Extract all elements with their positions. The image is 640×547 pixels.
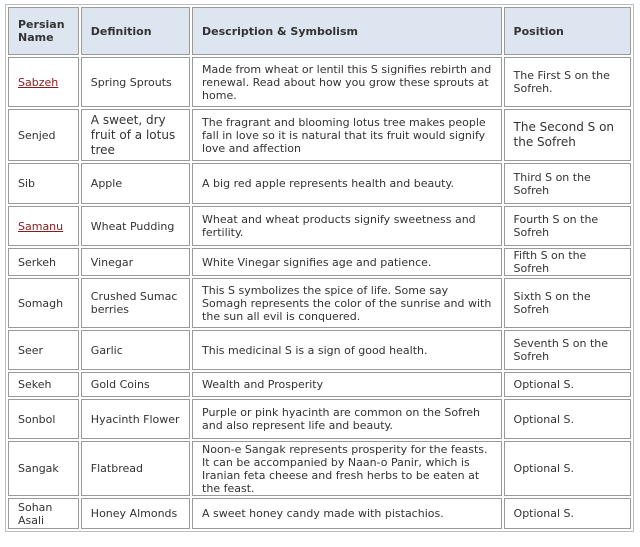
cell-description: A big red apple represents health and beauty. (192, 163, 502, 204)
cell-definition: Crushed Sumac berries (81, 278, 190, 328)
cell-description: The fragrant and blooming lotus tree makes people fall in love so it is natural that its fruit would signify love and affection (192, 109, 502, 161)
table-row (8, 399, 631, 439)
cell-description: Purple or pink hyacinth are common on the Sofreh and also represent life and beauty. (192, 399, 502, 439)
cell-definition: Garlic (81, 330, 190, 370)
table-row (8, 109, 631, 161)
header-persian-name: Persian Name (8, 7, 79, 55)
haft-sin-table (5, 4, 634, 532)
cell-persian-name: Sekeh (8, 372, 79, 397)
cell-description: Made from wheat or lentil this S signifies rebirth and renewal. Read about how you grow these sprouts at home. (192, 57, 502, 107)
cell-position: The Second S on the Sofreh (504, 109, 631, 161)
table-row (8, 57, 631, 107)
table-row (8, 372, 631, 397)
cell-persian-name: Somagh (8, 278, 79, 328)
header-description: Description & Symbolism (192, 7, 502, 55)
cell-description: A sweet honey candy made with pistachios. (192, 498, 502, 529)
cell-persian-name: Sangak (8, 441, 79, 496)
persian-name-link[interactable]: Sabzeh (18, 75, 59, 89)
cell-definition: Honey Almonds (81, 498, 190, 529)
table-row (8, 248, 631, 276)
table-row (8, 330, 631, 370)
cell-position: Optional S. (504, 372, 631, 397)
cell-definition: Vinegar (81, 248, 190, 276)
table-body (8, 57, 631, 529)
cell-description: White Vinegar signifies age and patience. (192, 248, 502, 276)
cell-persian-name: Serkeh (8, 248, 79, 276)
persian-name-link[interactable]: Samanu (18, 219, 64, 233)
cell-definition: Hyacinth Flower (81, 399, 190, 439)
cell-persian-name: Seer (8, 330, 79, 370)
cell-position: Optional S. (504, 498, 631, 529)
cell-description: This S symbolizes the spice of life. Some say Somagh represents the color of the sunrise and with the sun all evil is conquered. (192, 278, 502, 328)
cell-position: Third S on the Sofreh (504, 163, 631, 204)
cell-position: Seventh S on the Sofreh (504, 330, 631, 370)
cell-position: Optional S. (504, 399, 631, 439)
table-row (8, 206, 631, 246)
table-row (8, 163, 631, 204)
cell-persian-name: Sohan Asali (8, 498, 79, 529)
cell-definition: Spring Sprouts (81, 57, 190, 107)
table-row (8, 441, 631, 496)
header-definition: Definition (81, 7, 190, 55)
cell-persian-name[interactable] (8, 206, 79, 246)
header-position: Position (504, 7, 631, 55)
cell-definition: Apple (81, 163, 190, 204)
cell-definition: Wheat Pudding (81, 206, 190, 246)
cell-persian-name: Senjed (8, 109, 79, 161)
cell-position: Fifth S on the Sofreh (504, 248, 631, 276)
table-row (8, 498, 631, 529)
cell-description: This medicinal S is a sign of good health. (192, 330, 502, 370)
cell-definition: A sweet, dry fruit of a lotus tree (81, 109, 190, 161)
cell-description: Wheat and wheat products signify sweetness and fertility. (192, 206, 502, 246)
cell-persian-name[interactable] (8, 57, 79, 107)
cell-description: Noon-e Sangak represents prosperity for the feasts. It can be accompanied by Naan-o Panir, which is Iranian feta cheese and fresh herbs to be eaten at the feast. (192, 441, 502, 496)
cell-position: The First S on the Sofreh. (504, 57, 631, 107)
cell-persian-name: Sib (8, 163, 79, 204)
cell-persian-name: Sonbol (8, 399, 79, 439)
header-row (8, 7, 631, 55)
cell-definition: Flatbread (81, 441, 190, 496)
cell-description: Wealth and Prosperity (192, 372, 502, 397)
cell-definition: Gold Coins (81, 372, 190, 397)
table-row (8, 278, 631, 328)
cell-position: Fourth S on the Sofreh (504, 206, 631, 246)
cell-position: Sixth S on the Sofreh (504, 278, 631, 328)
cell-position: Optional S. (504, 441, 631, 496)
